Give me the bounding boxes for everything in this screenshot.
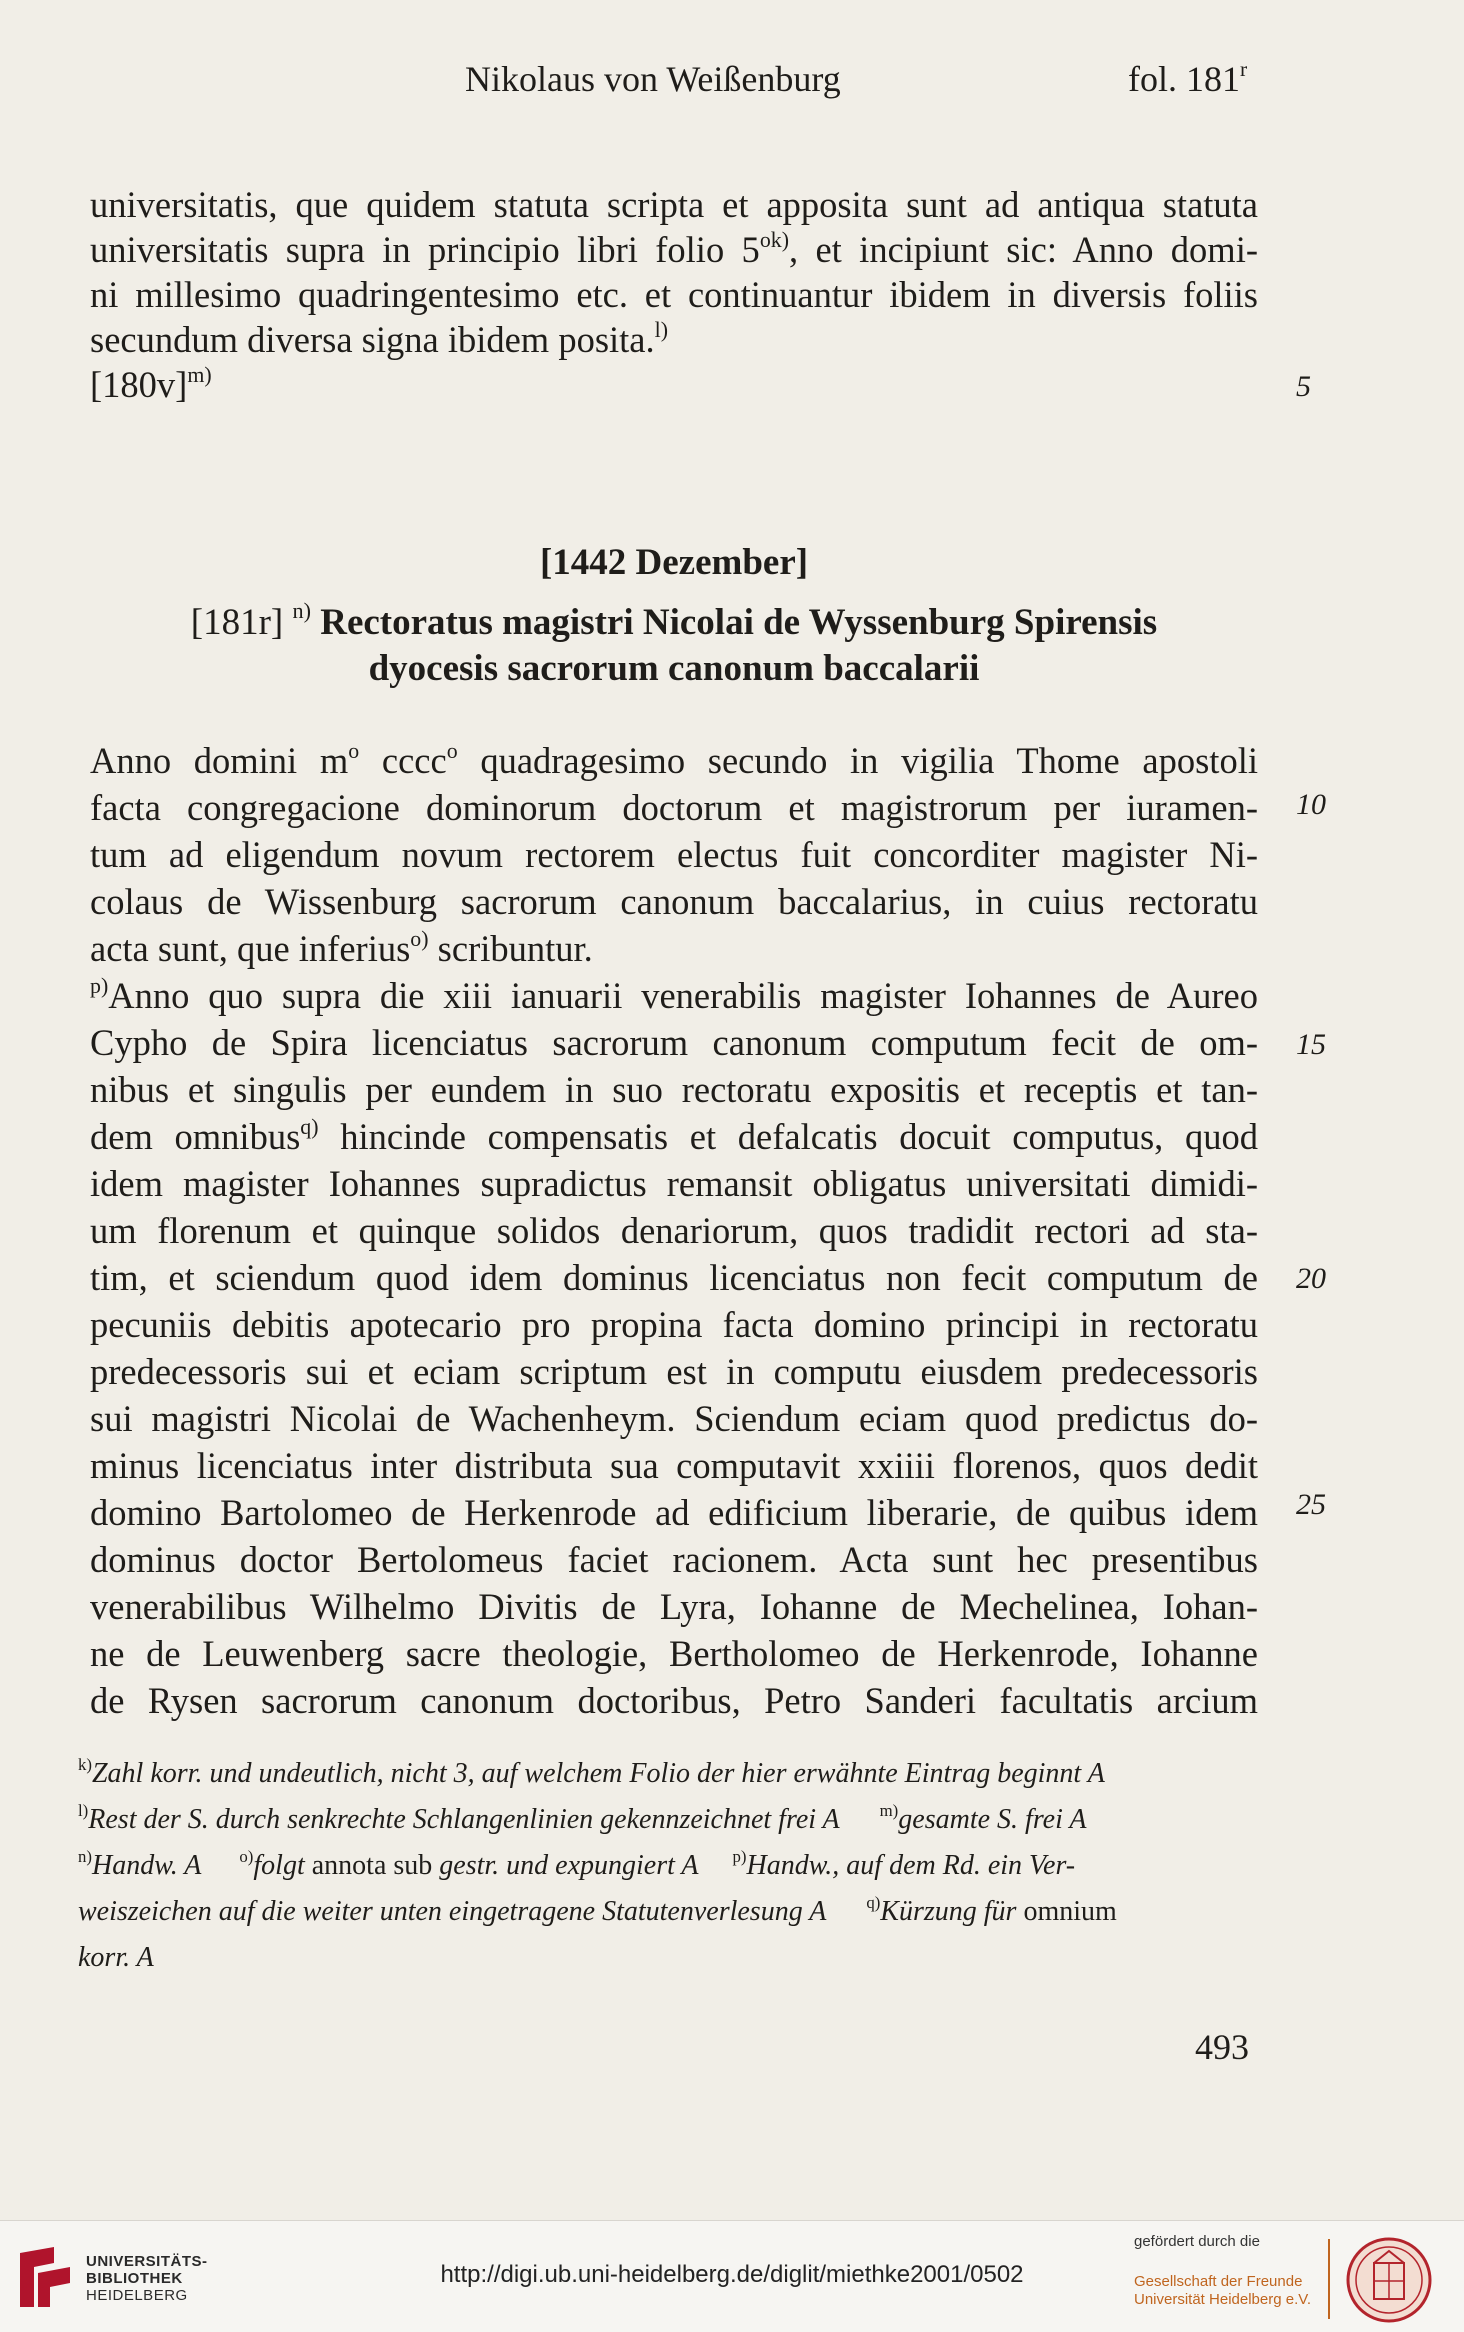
text-line: colaus de Wissenburg sacrorum canonum baccalarius, in cuius rectoratu: [90, 881, 1258, 922]
text-line: acta sunt, que inferius$^{o)}$ scribuntur.: [90, 925, 593, 969]
footnote-line: $^{l)}$Rest der S. durch senkrechte Schlangenlinien gekennzeichnet frei A $^{m)}$gesamte S. frei A: [78, 1801, 1087, 1835]
text-line: dominus doctor Bertolomeus faciet racionem. Acta sunt hec presentibus: [90, 1539, 1258, 1580]
university-seal-icon: [1346, 2237, 1432, 2323]
text-line: idem magister Iohannes supradictus remansit obligatus universitati dimidi-: [90, 1163, 1258, 1204]
line-number: 5: [1296, 370, 1311, 403]
text-line: de Rysen sacrorum canonum doctoribus, Petro Sanderi facultatis arcium: [90, 1680, 1258, 1721]
text-line: facta congregacione dominorum doctorum et magistrorum per iuramen-: [90, 787, 1258, 828]
text-line: ne de Leuwenberg sacre theologie, Bertholomeo de Herkenrode, Iohanne: [90, 1633, 1258, 1674]
text-line: predecessoris sui et eciam scriptum est in computu eiusdem predecessoris: [90, 1351, 1258, 1392]
text-line: um florenum et quinque solidos denariorum, quos tradidit rectori ad sta-: [90, 1210, 1258, 1251]
text-line: universitatis supra in principio libri folio $5^{ok)}$, et incipiunt sic: Anno domi-: [90, 226, 1258, 270]
text-line: minus licenciatus inter distributa sua computavit xxiiii florenos, quos dedit: [90, 1445, 1258, 1486]
line-number: 25: [1296, 1488, 1326, 1521]
section-title-line-2: dyocesis sacrorum canonum baccalarii: [368, 648, 980, 689]
line-number: 20: [1296, 1262, 1326, 1295]
text-line: tum ad eligendum novum rectorem electus fuit concorditer magister Ni-: [90, 834, 1258, 875]
text-line: universitatis, que quidem statuta scripta et apposita sunt ad antiqua statuta: [90, 184, 1258, 225]
text-line: sui magistri Nicolai de Wachenheym. Sciendum eciam quod predictus do-: [90, 1398, 1258, 1439]
text-line: dem omnibus$^{q)}$ hincinde compensatis et defalcatis docuit computus, quod: [90, 1113, 1258, 1157]
library-name: UNIVERSITÄTS- BIBLIOTHEK HEIDELBERG: [86, 2253, 208, 2304]
permalink-url[interactable]: http://digi.ub.uni-heidelberg.de/diglit/miethke2001/0502: [440, 2261, 1024, 2288]
footnote-line: $^{k)}$Zahl korr. und undeutlich, nicht 3, auf welchem Folio der hier erwähnte Eintrag beginnt A: [78, 1755, 1105, 1789]
text-line: venerabilibus Wilhelmo Divitis de Lyra, Iohanne de Mechelinea, Iohan-: [90, 1586, 1258, 1627]
sponsor-name[interactable]: Gesellschaft der Freunde Universität Heidelberg e.V.: [1134, 2273, 1312, 2308]
section-date: [1442 Dezember]: [539, 542, 809, 583]
running-title: Nikolaus von Weißenburg: [465, 59, 841, 99]
text-line: $^{p)}$Anno quo supra die xiii ianuarii venerabilis magister Iohannes de Aureo: [90, 972, 1258, 1016]
text-line: nibus et singulis per eundem in suo rectoratu expositis et receptis et tan-: [90, 1069, 1258, 1110]
text-line: pecuniis debitis apotecario pro propina facta domino principi in rectoratu: [90, 1304, 1258, 1345]
text-line: ni millesimo quadringentesimo etc. et continuantur ibidem in diversis foliis: [90, 274, 1258, 315]
folio-label: fol. 181$^r$: [1128, 56, 1248, 99]
text-line: $[180v]^{m)}$: [90, 361, 212, 405]
viewer-footer: [0, 2220, 1464, 2332]
footer-divider: [1328, 2239, 1330, 2319]
page-number: 493: [1195, 2027, 1249, 2067]
section-title-line-1: [181r] $^{n)}$ Rectoratus magistri Nicolai de Wyssenburg Spirensis: [190, 598, 1158, 643]
line-number: 10: [1296, 788, 1326, 821]
text-line: domino Bartolomeo de Herkenrode ad edificium liberarie, de quibus idem: [90, 1492, 1258, 1533]
running-head: [0, 58, 1464, 108]
sponsor-label: gefördert durch die: [1134, 2233, 1260, 2250]
footnote-line: weiszeichen auf die weiter unten eingetragene Statutenverlesung A $^{q)}$Kürzung für omnium: [78, 1893, 1117, 1927]
footnote-line: $^{n)}$Handw. A $^{o)}$folgt annota sub gestr. und expungiert A $^{p)}$Handw., auf dem Rd. ein Ver-: [78, 1847, 1076, 1881]
text-line: Anno domini $m^o$ cccc$^o$ quadragesimo secundo in vigilia Thome apostoli: [90, 737, 1258, 781]
text-line: Cypho de Spira licenciatus sacrorum canonum computum fecit de om-: [90, 1022, 1258, 1063]
footnote-line: korr. A: [78, 1942, 154, 1973]
text-line: secundum diversa signa ibidem posita.$^{l)}$: [90, 316, 669, 360]
line-number: 15: [1296, 1028, 1326, 1061]
text-line: tim, et sciendum quod idem dominus licenciatus non fecit computum de: [90, 1257, 1258, 1298]
